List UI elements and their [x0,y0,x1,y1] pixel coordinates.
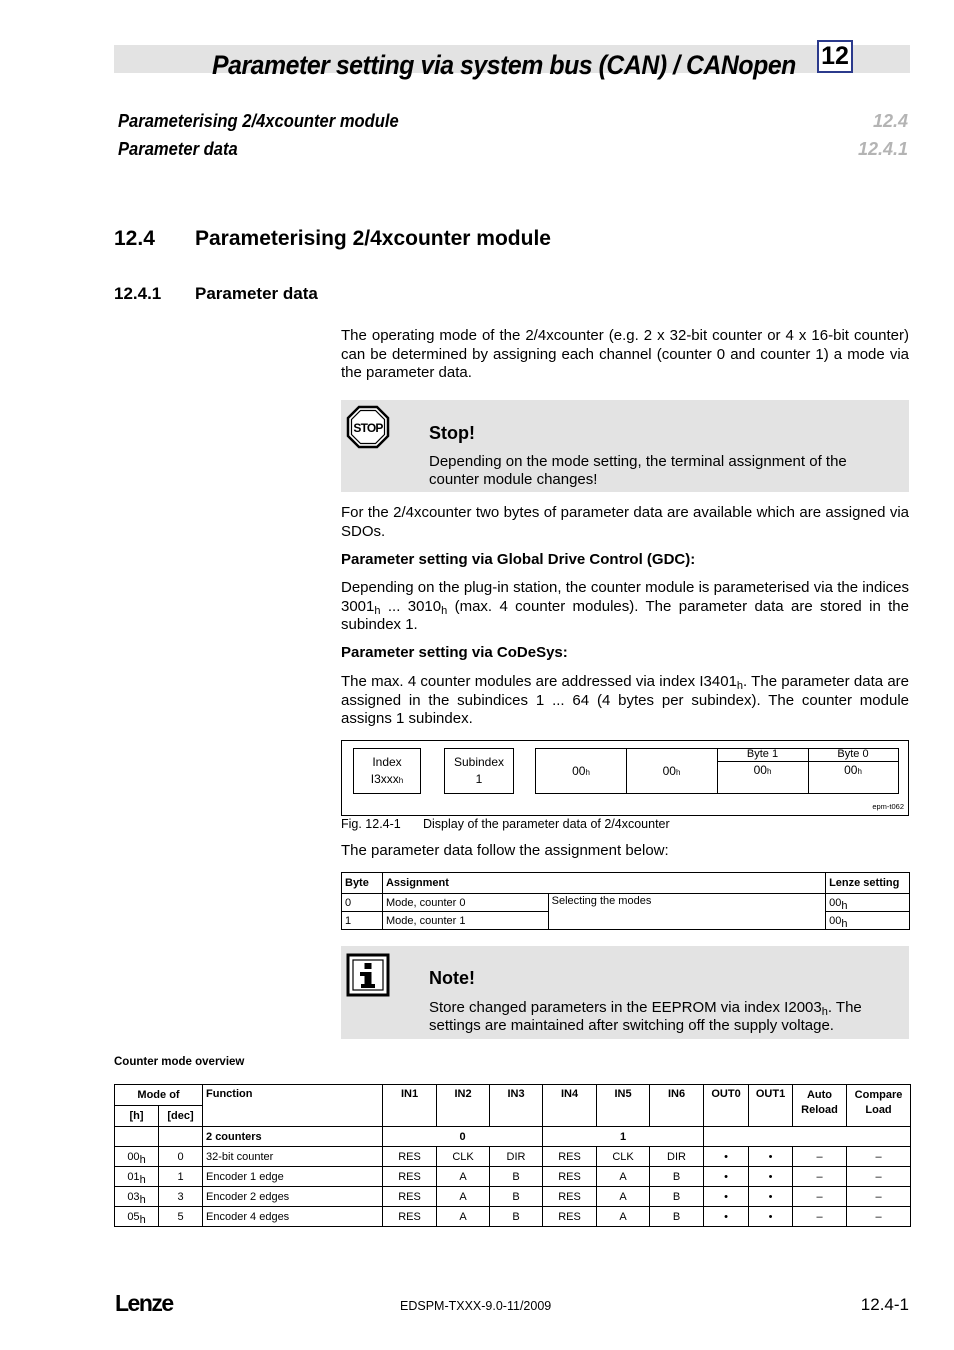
header-subtitle-1: Parameterising 2/4xcounter module [118,111,399,131]
figure-index-box: Index I3xxxh [353,748,421,794]
page-number: 12.4-1 [860,1295,909,1314]
table-row: $03_h$ 3 Encoder 2 edges RES A B RES A B • • – – [115,1187,911,1207]
note-title: Note! [429,968,475,988]
chapter-number: 12 [817,40,853,73]
codesys-heading: Parameter setting via CoDeSys: [341,644,568,661]
assignment-table [341,872,910,930]
subsection-title: Parameter data [195,284,318,303]
counter-mode-table: Mode of Function IN1 IN2 IN3 IN4 IN5 IN6 OUT0 OUT1 Auto Reload Compare Load [h] [dec] 2 counters 0 1 $00_h$ 0 32-bit counter RES CLK DIR RES CLK DIR • • – – $01_h$ 1 Encoder 1 edge RES A B RES A B • • – – $03_h$ 3 Encoder 2 edges RES A B RES A B • • – – $05_h$ 5 Encoder 4 edges RES A B RES A B • • – – [114,1084,911,1227]
stop-title: Stop! [429,423,475,443]
section-title: Parameterising 2/4xcounter module [195,227,551,250]
subsection-heading [114,284,318,304]
header-subtitle-1-number: 12.4 [872,111,908,131]
sdo-paragraph: For the 2/4xcounter two bytes of parameter data are available which are assigned via SDOs. [341,504,909,540]
group-row: 2 counters 0 1 [115,1127,911,1147]
figure-byte0-label: Byte 0 [837,748,869,760]
table-row: 1 Mode, counter 1 $00_h$ [342,912,910,930]
figure-cell: 00h [753,763,772,777]
selecting-modes-cell: Selecting the modes [548,894,825,930]
figure-cell: 00h [572,764,590,778]
note-text: Store changed parameters in the EEPROM via index $I2003_h$. The settings are maintained after switching off the supply voltage. [429,999,862,1034]
gdc-paragraph: Depending on the plug-in station, the counter module is parameterised via the indices $3001_h$ ... $3010_h$ (max. 4 counter modules). The parameter data are stored in the subindex 1. [341,579,909,633]
table-row: 0 Mode, counter 0 Selecting the modes $00_h$ [342,894,910,912]
figure-caption: Fig. 12.4-1 Display of the parameter data of 2/4xcounter [341,817,670,831]
lenze-logo: Lenze [115,1290,173,1316]
section-number: 12.4 [114,227,155,250]
table-header-row [342,873,910,894]
stop-callout [341,400,909,492]
table-header-row: Mode of Function IN1 IN2 IN3 IN4 IN5 IN6 OUT0 OUT1 Auto Reload Compare Load [115,1085,911,1106]
figure-byte-field [535,748,899,794]
page-title: Parameter setting via system bus (CAN) / CANopen [212,50,796,80]
intro-paragraph: The operating mode of the 2/4xcounter (e.g. 2 x 32-bit counter or 4 x 16-bit counter) can be determined by assigning each channel (counter 0 and counter 1) a mode via the parameter data. [341,327,909,381]
header-cell: Assignment [382,873,825,894]
gdc-heading: Parameter setting via Global Drive Control (GDC): [341,551,696,568]
parameter-data-figure [341,740,909,816]
figure-cell: 00h [844,763,862,777]
figure-subindex-box: Subindex 1 [444,748,514,794]
figure-byte1-label: Byte 1 [746,748,779,760]
stop-icon [346,405,390,449]
codesys-paragraph: The max. 4 counter modules are addressed via index $I3401_h$. The parameter data are assigned in the subindices 1 ... 64 (4 bytes per subindex). The counter module assigns 1 subindex. [341,673,910,727]
section-heading [114,227,551,251]
table-row: $00_h$ 0 32-bit counter RES CLK DIR RES CLK DIR • • – – [115,1147,911,1167]
subsection-number: 12.4.1 [114,284,162,303]
document-id: EDSPM-TXXX-9.0-11/2009 [400,1299,552,1313]
header-cell: Byte [342,873,383,894]
table-row: $05_h$ 5 Encoder 4 edges RES A B RES A B • • – – [115,1207,911,1227]
info-icon [346,953,390,997]
table-row: $01_h$ 1 Encoder 1 edge RES A B RES A B • • – – [115,1167,911,1187]
stop-text: Depending on the mode setting, the terminal assignment of the counter module changes! [429,453,847,488]
stop-icon-text: STOP [353,421,383,435]
figure-code: epm-t062 [872,802,904,811]
counter-overview-title: Counter mode overview [114,1056,245,1068]
figure-cell: 00h [662,764,681,778]
note-callout [341,946,909,1039]
header-subtitle-2-number: 12.4.1 [857,139,908,159]
header-cell: Lenze setting [826,873,910,894]
header-subtitle-2: Parameter data [118,139,238,159]
assignment-intro: The parameter data follow the assignment below: [341,842,669,859]
